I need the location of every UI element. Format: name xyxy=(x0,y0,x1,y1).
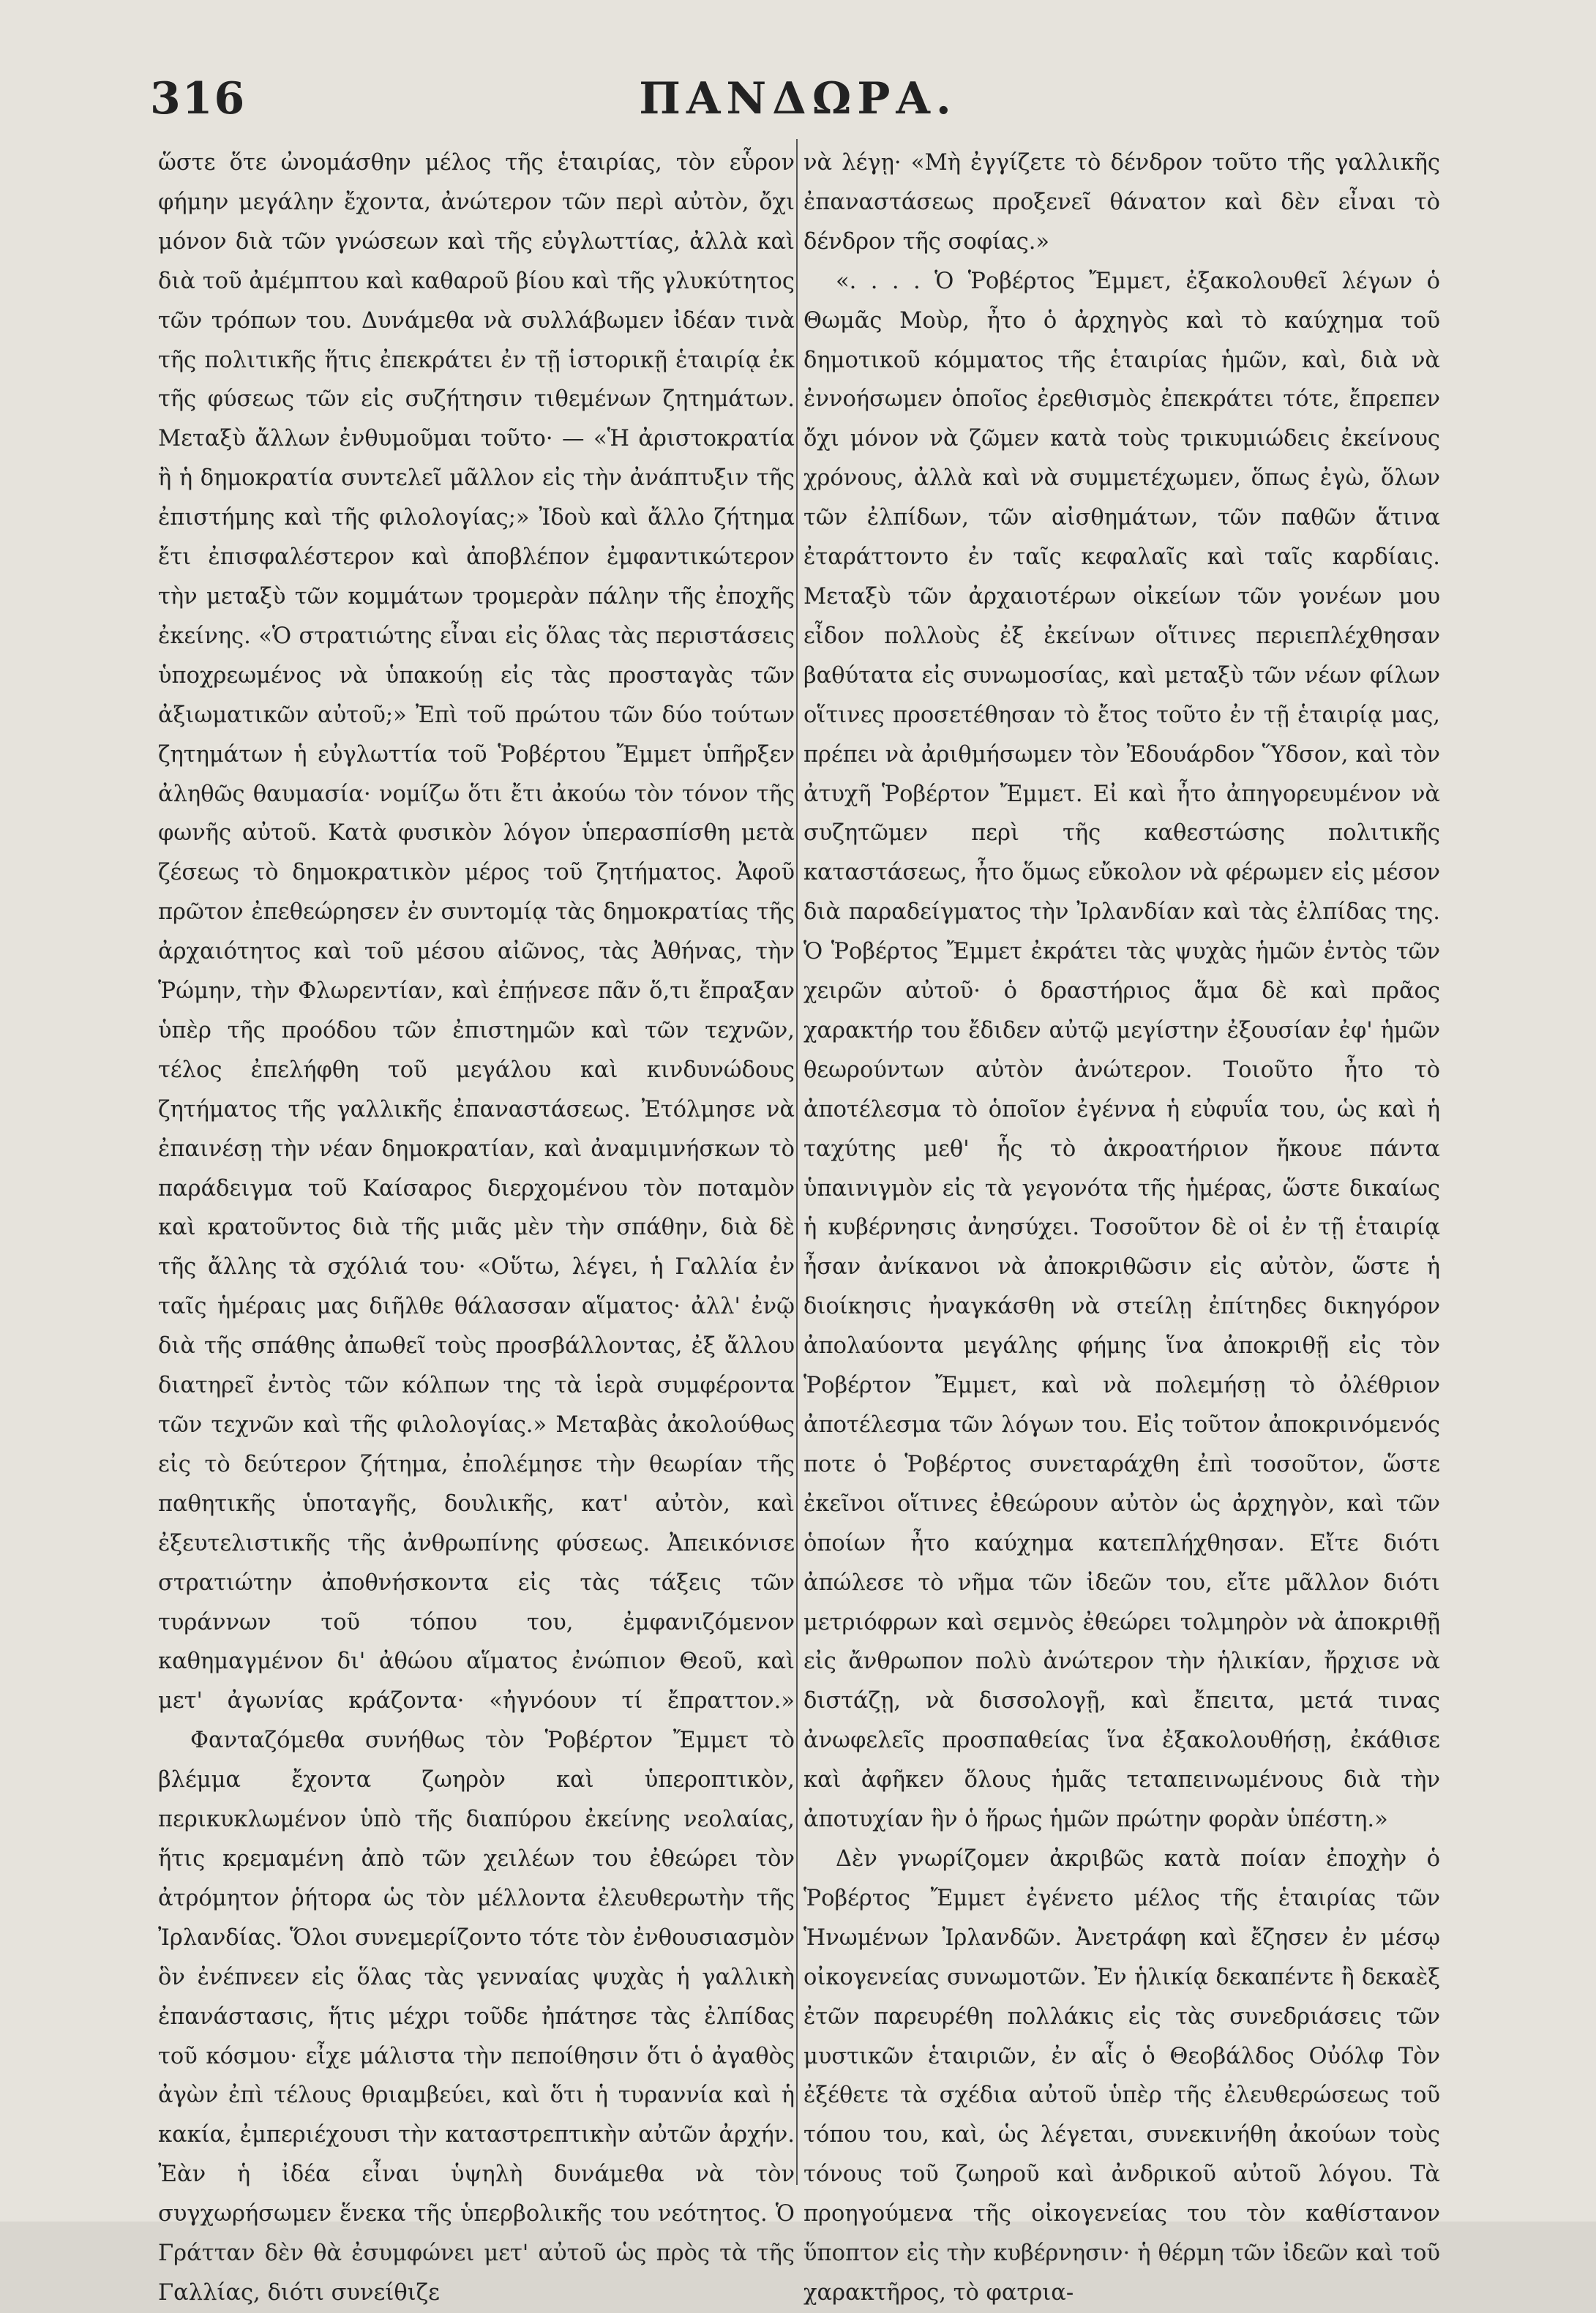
page-header xyxy=(0,73,1596,132)
paragraph: Φανταζόμεθα συνήθως τὸν Ῥοβέρτον Ἔμμετ τὸ βλέμμα ἔχοντα ζωηρὸν καὶ ὑπεροπτικὸν, περικυκλωμένον ὑπὸ τῆς διαπύρου ἐκείνης νεολαίας, ἥτις κρεμαμένη ἀπὸ τῶν χειλέων του ἐθεώρει τὸν ἀτρόμητον ῥήτορα ὡς τὸν μέλλοντα ἐλευθερωτὴν τῆς Ἰρλανδίας. Ὅλοι συνεμερίζοντο τότε τὸν ἐνθουσιασμὸν ὃν ἐνέπνεεν εἰς ὅλας τὰς γενναίας ψυχὰς ἡ γαλλικὴ ἐπανάστασις, ἥτις μέχρι τοῦδε ἠπάτησε τὰς ἐλπίδας τοῦ κόσμου· εἶχε μάλιστα τὴν πεποίθησιν ὅτι ὁ ἀγαθὸς ἀγὼν ἐπὶ τέλους θριαμβεύει, καὶ ὅτι ἡ τυραννία καὶ ἡ κακία, ἐμπεριέχουσι τὴν καταστρεπτικὴν αὐτῶν ἀρχήν. Ἐὰν ἡ ἰδέα εἶναι ὑψηλὴ δυνάμεθα νὰ τὸν συγχωρήσωμεν ἕνεκα τῆς ὑπερβολικῆς του νεότητος. Ὁ Γράτταν δὲν θὰ ἐσυμφώνει μετ' αὐτοῦ ὡς πρὸς τὰ τῆς Γαλλίας, διότι συνείθιζε xyxy=(158,1728,795,2306)
paragraph: νὰ λέγῃ· «Μὴ ἐγγίζετε τὸ δένδρον τοῦτο τῆς γαλλικῆς ἐπαναστάσεως προξενεῖ θάνατον καὶ δὲν εἶναι τὸ δένδρον τῆς σοφίας.» xyxy=(803,150,1440,255)
paragraph: «. . . . Ὁ Ῥοβέρτος Ἔμμετ, ἐξακολουθεῖ λέγων ὁ Θωμᾶς Μοὺρ, ἦτο ὁ ἀρχηγὸς καὶ τὸ καύχημα τοῦ δημοτικοῦ κόμματος τῆς ἑταιρίας ἡμῶν, καὶ, διὰ νὰ ἐννοήσωμεν ὁποῖος ἐρεθισμὸς ἐπεκράτει τότε, ἔπρεπεν ὄχι μόνον νὰ ζῶμεν κατὰ τοὺς τρικυμιώδεις ἐκείνους χρόνους, ἀλλὰ καὶ νὰ συμμετέχωμεν, ὅπως ἐγὼ, ὅλων τῶν ἐλπίδων, τῶν αἰσθημάτων, τῶν παθῶν ἅτινα ἐταράττοντο ἐν ταῖς κεφαλαῖς καὶ ταῖς καρδίαις. Μεταξὺ τῶν ἀρχαιοτέρων οἰκείων τῶν γονέων μου εἶδον πολλοὺς ἐξ ἐκείνων οἵτινες περιεπλέχθησαν βαθύτατα εἰς συνωμοσίας, καὶ μεταξὺ τῶν νέων φίλων οἵτινες προσετέθησαν τὸ ἔτος τοῦτο ἐν τῇ ἑταιρίᾳ μας, πρέπει νὰ ἀριθμήσωμεν τὸν Ἐδουάρδον Ὕδσον, καὶ τὸν ἀτυχῆ Ῥοβέρτον Ἔμμετ. Εἰ καὶ ἦτο ἀπηγορευμένον νὰ συζητῶμεν περὶ τῆς καθεστώσης πολιτικῆς καταστάσεως, ἦτο ὅμως εὔκολον νὰ φέρωμεν εἰς μέσον διὰ παραδείγματος τὴν Ἰρλανδίαν καὶ τὰς ἐλπίδας της. Ὁ Ῥοβέρτος Ἔμμετ ἐκράτει τὰς ψυχὰς ἡμῶν ἐντὸς τῶν χειρῶν αὐτοῦ· ὁ δραστήριος ἅμα δὲ καὶ πρᾶος χαρακτήρ του ἔδιδεν αὐτῷ μεγίστην ἐξουσίαν ἐφ' ἡμῶν θεωρούντων αὐτὸν ἀνώτερον. Τοιοῦτο ἦτο τὸ ἀποτέλεσμα τὸ ὁποῖον ἐγέννα ἡ εὐφυΐα του, ὡς καὶ ἡ ταχύτης μεθ' ἧς τὸ ἀκροατήριον ἤκουε πάντα ὑπαινιγμὸν εἰς τὰ γεγονότα τῆς ἡμέρας, ὥστε δικαίως ἡ κυβέρνησις ἀνησύχει. Τοσοῦτον δὲ οἱ ἐν τῇ ἑταιρίᾳ ἦσαν ἀνίκανοι νὰ ἀποκριθῶσιν εἰς αὐτὸν, ὥστε ἡ διοίκησις ἠναγκάσθη νὰ στείλῃ ἐπίτηδες δικηγόρον ἀπολαύοντα μεγάλης φήμης ἵνα ἀποκριθῇ εἰς τὸν Ῥοβέρτον Ἔμμετ, καὶ νὰ πολεμήσῃ τὸ ὀλέθριον ἀποτέλεσμα τῶν λόγων του. Εἰς τοῦτον ἀποκρινόμενός ποτε ὁ Ῥοβέρτος συνεταράχθη ἐπὶ τοσοῦτον, ὥστε ἐκεῖνοι οἵτινες ἐθεώρουν αὐτὸν ὡς ἀρχηγὸν, καὶ τῶν ὁποίων ἦτο καύχημα κατεπλήχθησαν. Εἴτε διότι ἀπώλεσε τὸ νῆμα τῶν ἰδεῶν του, εἴτε μᾶλλον διότι μετριόφρων καὶ σεμνὸς ἐθεώρει τολμηρὸν νὰ ἀποκριθῇ εἰς ἄνθρωπον πολὺ ἀνώτερον τὴν ἡλικίαν, ἤρχισε νὰ διστάζῃ, νὰ δισσολογῇ, καὶ ἔπειτα, μετά τινας ἀνωφελεῖς προσπαθείας ἵνα ἐξακολουθήσῃ, ἐκάθισε καὶ ἀφῆκεν ὅλους ἡμᾶς τεταπεινωμένους διὰ τὴν ἀποτυχίαν ἣν ὁ ἥρως ἡμῶν πρώτην φορὰν ὑπέστη.» xyxy=(803,268,1440,1833)
paragraph: Δὲν γνωρίζομεν ἀκριβῶς κατὰ ποίαν ἐποχὴν ὁ Ῥοβέρτος Ἔμμετ ἐγένετο μέλος τῆς ἑταιρίας τῶν Ἡνωμένων Ἰρλανδῶν. Ἀνετράφη καὶ ἔζησεν ἐν μέσῳ οἰκογενείας συνωμοτῶν. Ἐν ἡλικίᾳ δεκαπέντε ἢ δεκαὲξ ἐτῶν παρευρέθη πολλάκις εἰς τὰς συνεδριάσεις τῶν μυστικῶν ἑταιριῶν, ἐν αἷς ὁ Θεοβάλδος Οὐόλφ Τὸν ἐξέθετε τὰ σχέδια αὐτοῦ ὑπὲρ τῆς ἐλευθερώσεως τοῦ τόπου του, καὶ, ὡς λέγεται, συνεκινήθη ἀκούων τοὺς τόνους τοῦ ζωηροῦ καὶ ἀνδρικοῦ αὐτοῦ λόγου. Τὰ προηγούμενα τῆς οἰκογενείας του τὸν καθίστανον ὕποπτον εἰς τὴν κυβέρνησιν· ἡ θέρμη τῶν ἰδεῶν καὶ τοῦ χαρακτῆρος, τὸ φατρια- xyxy=(803,1845,1440,2306)
paragraph: ὥστε ὅτε ὠνομάσθην μέλος τῆς ἑταιρίας, τὸν εὗρον φήμην μεγάλην ἔχοντα, ἀνώτερον τῶν περὶ αὐτὸν, ὄχι μόνον διὰ τῶν γνώσεων καὶ τῆς εὐγλωττίας, ἀλλὰ καὶ διὰ τοῦ ἀμέμπτου καὶ καθαροῦ βίου καὶ τῆς γλυκύτητος τῶν τρόπων του. Δυνάμεθα νὰ συλλάβωμεν ἰδέαν τινὰ τῆς πολιτικῆς ἥτις ἐπεκράτει ἐν τῇ ἱστορικῇ ἑταιρίᾳ ἐκ τῆς φύσεως τῶν εἰς συζήτησιν τιθεμένων ζητημάτων. Μεταξὺ ἄλλων ἐνθυμοῦμαι τοῦτο· — «Ἡ ἀριστοκρατία ἢ ἡ δημοκρατία συντελεῖ μᾶλλον εἰς τὴν ἀνάπτυξιν τῆς ἐπιστήμης καὶ τῆς φιλολογίας;» Ἰδοὺ καὶ ἄλλο ζήτημα ἔτι ἐπισφαλέστερον καὶ ἀποβλέπον ἐμφαντικώτερον τὴν μεταξὺ τῶν κομμάτων τρομερὰν πάλην τῆς ἐποχῆς ἐκείνης. «Ὁ στρατιώτης εἶναι εἰς ὅλας τὰς περιστάσεις ὑποχρεωμένος νὰ ὑπακούῃ εἰς τὰς προσταγὰς τῶν ἀξιωματικῶν αὐτοῦ;» Ἐπὶ τοῦ πρώτου τῶν δύο τούτων ζητημάτων ἡ εὐγλωττία τοῦ Ῥοβέρτου Ἔμμετ ὑπῆρξεν ἀληθῶς θαυμασία· νομίζω ὅτι ἔτι ἀκούω τὸν τόνον τῆς φωνῆς αὐτοῦ. Κατὰ φυσικὸν λόγον ὑπερασπίσθη μετὰ ζέσεως τὸ δημοκρατικὸν μέρος τοῦ ζητήματος. Ἀφοῦ πρῶτον ἐπεθεώρησεν ἐν συντομίᾳ τὰς δημοκρατίας τῆς ἀρχαιότητος καὶ τοῦ μέσου αἰῶνος, τὰς Ἀθήνας, τὴν Ῥώμην, τὴν Φλωρεντίαν, καὶ ἐπῄνεσε πᾶν ὅ,τι ἔπραξαν ὑπὲρ τῆς προόδου τῶν ἐπιστημῶν καὶ τῶν τεχνῶν, τέλος ἐπελήφθη τοῦ μεγάλου καὶ κινδυνώδους ζητήματος τῆς γαλλικῆς ἐπαναστάσεως. Ἐτόλμησε νὰ ἐπαινέσῃ τὴν νέαν δημοκρατίαν, καὶ ἀναμιμνήσκων τὸ παράδειγμα τοῦ Καίσαρος διερχομένου τὸν ποταμὸν καὶ κρατοῦντος διὰ τῆς μιᾶς μὲν τὴν σπάθην, διὰ δὲ τῆς ἄλλης τὰ σχόλιά του· «Οὕτω, λέγει, ἡ Γαλλία ἐν ταῖς ἡμέραις μας διῆλθε θάλασσαν αἵματος· ἀλλ' ἐνῷ διὰ τῆς σπάθης ἀπωθεῖ τοὺς προσβάλλοντας, ἐξ ἄλλου διατηρεῖ ἐντὸς τῶν κόλπων της τὰ ἱερὰ συμφέροντα τῶν τεχνῶν καὶ τῆς φιλολογίας.» Μεταβὰς ἀκολούθως εἰς τὸ δεύτερον ζήτημα, ἐπολέμησε τὴν θεωρίαν τῆς παθητικῆς ὑποταγῆς, δουλικῆς, κατ' αὐτὸν, καὶ ἐξευτελιστικῆς τῆς ἀνθρωπίνης φύσεως. Ἀπεικόνισε στρατιώτην ἀποθνήσκοντα εἰς τὰς τάξεις τῶν τυράννων τοῦ τόπου του, ἐμφανιζόμενον καθημαγμένον δι' ἀθώου αἵματος ἐνώπιον Θεοῦ, καὶ μετ' ἀγωνίας κράζοντα· «ἠγνόουν τί ἔπραττον.» xyxy=(158,150,795,1714)
left-column xyxy=(158,143,795,2306)
journal-title: ΠΑΝΔΩΡΑ. xyxy=(639,73,957,124)
right-column xyxy=(803,143,1440,2306)
column-divider xyxy=(796,139,798,2185)
page-number: 316 xyxy=(150,73,247,124)
